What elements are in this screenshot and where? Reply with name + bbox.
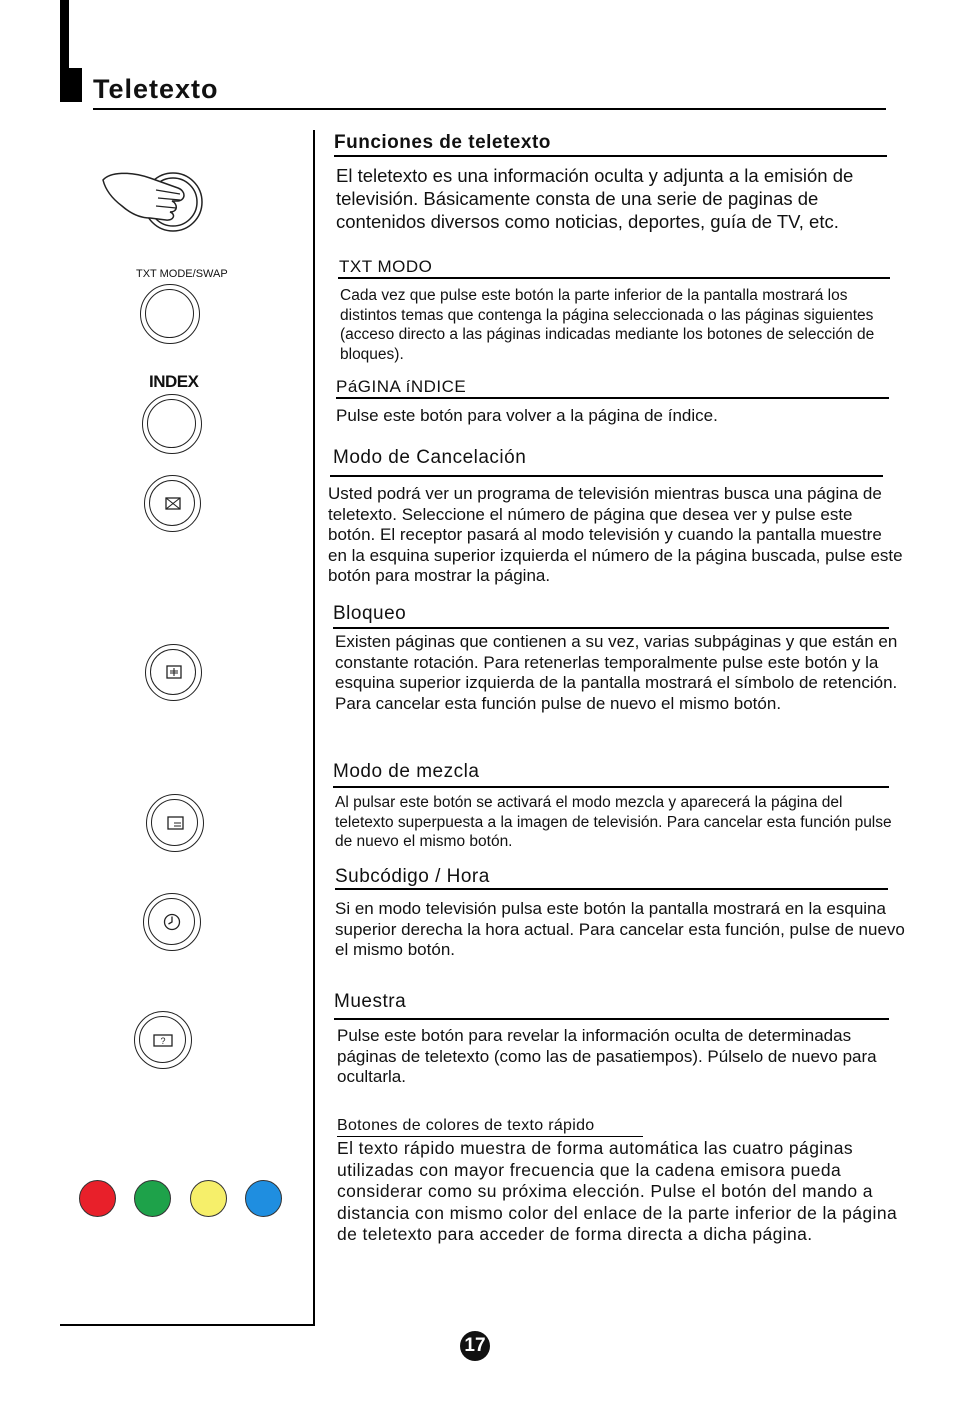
- funciones-rule: [334, 155, 887, 157]
- red-button[interactable]: [79, 1180, 116, 1217]
- clock-icon: [163, 913, 181, 931]
- cancelacion-heading: Modo de Cancelación: [333, 447, 527, 468]
- column-divider: [313, 130, 315, 1326]
- bloqueo-heading: Bloqueo: [333, 603, 407, 624]
- bloqueo-rule: [333, 627, 889, 629]
- txt-modo-rule: [338, 277, 890, 279]
- cancelacion-rule: [330, 475, 883, 477]
- colores-text: El texto rápido muestra de forma automática las cuatro páginas utilizadas con mayor frecuencia que la cadena emisora pueda considerar como su próxima elección. Pulse el botón del mando a distancia con mismo color del enlace de la parte inferior de la página de teletexto para acceder de forma directa a dicha página.: [337, 1138, 898, 1244]
- reveal-icon: [153, 1034, 173, 1047]
- txt-modo-heading: TXT MODO: [339, 257, 433, 276]
- txt-modo-text: Cada vez que pulse este botón la parte inferior de la pantalla mostrará los distintos temas que contenga la página seleccionada o las páginas siguientes (acceso directo a las páginas indicadas mediante los botones de selección de bloques).: [340, 287, 875, 363]
- index-label: INDEX: [149, 372, 199, 391]
- muestra-rule: [334, 1018, 889, 1020]
- funciones-text: El teletexto es una información oculta y adjunta a la emisión de televisión. Básicamente consta de una serie de paginas de contenidos diversos como noticias, deportes, guía de TV, etc.: [336, 165, 854, 232]
- colores-rule: [337, 1136, 643, 1137]
- subcodigo-rule: [335, 888, 888, 890]
- muestra-heading: Muestra: [334, 991, 407, 1012]
- blue-button[interactable]: [245, 1180, 282, 1217]
- txt-mode-swap-button[interactable]: [140, 284, 200, 344]
- reveal-button[interactable]: [134, 1011, 192, 1069]
- title-rule: [93, 108, 886, 110]
- bloqueo-text: Existen páginas que contienen a su vez, varias subpáginas y que están en constante rotación. Para retenerlas temporalmente pulse este botón y la esquina superior izquierda de la pantalla mostrará el símbolo de retención. Para cancelar esta función pulse de nuevo el mismo botón.: [335, 632, 898, 713]
- pagina-indice-text: Pulse este botón para volver a la página de índice.: [336, 406, 718, 425]
- svg-text:?: ?: [160, 1036, 166, 1046]
- cancel-icon: [165, 497, 181, 510]
- hold-button[interactable]: [145, 644, 202, 701]
- pagina-indice-rule: [336, 397, 889, 399]
- subcodigo-heading: Subcódigo / Hora: [335, 866, 490, 887]
- page-number: 17: [460, 1331, 490, 1361]
- cancel-button[interactable]: [144, 475, 201, 532]
- yellow-button[interactable]: [190, 1180, 227, 1217]
- cancelacion-text: Usted podrá ver un programa de televisión mientras busca una página de teletexto. Seleccione el número de página que desea ver y pulse este botón. El receptor pasará al modo televisión y cuando la pantalla muestre en la esquina superior izquierda el número de la página buscada, pulse este botón para mostrar la página.: [328, 484, 903, 585]
- green-button[interactable]: [134, 1180, 171, 1217]
- index-button[interactable]: [142, 394, 202, 454]
- pagina-indice-heading: PáGINA íNDICE: [336, 377, 467, 396]
- mezcla-heading: Modo de mezcla: [333, 761, 480, 782]
- mix-button[interactable]: [146, 794, 204, 852]
- mezcla-rule: [333, 786, 889, 788]
- left-margin-block: [60, 68, 82, 102]
- funciones-heading: Funciones de teletexto: [334, 132, 551, 153]
- bottom-rule: [60, 1324, 314, 1326]
- hand-pressing-teletext-button: [100, 168, 210, 238]
- subcode-time-button[interactable]: [143, 893, 201, 951]
- page-title: Teletexto: [93, 74, 219, 104]
- colores-heading: Botones de colores de texto rápido: [337, 1117, 595, 1134]
- txt-mode-swap-label: TXT MODE/SWAP: [136, 268, 228, 280]
- muestra-text: Pulse este botón para revelar la información oculta de determinadas páginas de teletexto (como las de pasatiempos). Púlselo de nuevo para ocultarla.: [337, 1026, 877, 1086]
- mix-icon: [167, 816, 184, 830]
- mezcla-text: Al pulsar este botón se activará el modo mezcla y aparecerá la página del teletexto superpuesta a la imagen de televisión. Para cancelar esta función pulse de nuevo el mismo botón.: [335, 794, 892, 850]
- hold-icon: [166, 665, 182, 679]
- subcodigo-text: Si en modo televisión pulsa este botón la pantalla mostrará en la esquina superior derecha la hora actual. Para cancelar esta función, pulse de nuevo el mismo botón.: [335, 899, 905, 959]
